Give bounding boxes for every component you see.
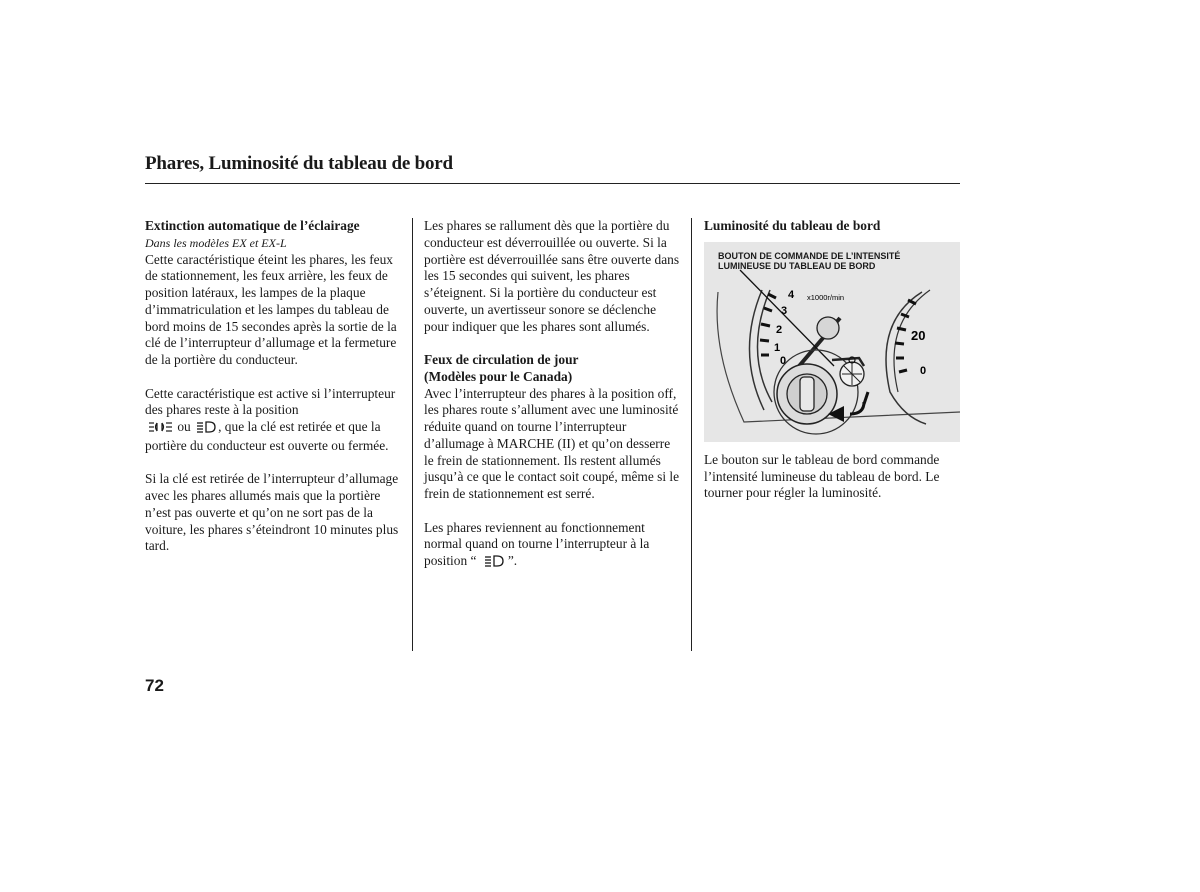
instrument-panel-illustration bbox=[704, 242, 960, 442]
section-subheading-models: Dans les modèles EX et EX-L bbox=[145, 235, 287, 250]
gauge-label-0: 0 bbox=[780, 354, 787, 367]
column-2 bbox=[424, 218, 682, 572]
paragraph-lights-relight: Les phares se rallument dès que la portière du conducteur est déverrouillée ou ouverte. Si la portière est déverrouillée sans être ouverte dans les 15 secondes qui suivent, les phares s’éteignent. Si la portière du conducteur est ouverte, un avertisseur sonore se déclenche pour indiquer que les phares sont allumés. bbox=[424, 218, 680, 334]
page-title: Phares, Luminosité du tableau de bord bbox=[145, 153, 453, 174]
headlights-icon bbox=[196, 421, 216, 438]
section-heading-auto-off: Extinction automatique de l’éclairage bbox=[145, 218, 360, 233]
column-divider-2 bbox=[691, 218, 692, 651]
title-rule bbox=[145, 183, 960, 184]
paragraph-auto-off-description: Cette caractéristique éteint les phares, les feux de stationnement, les feux arrière, les feux de position latéraux, les lampes de la plaque d’immatriculation et les lampes du tableau de bord moins de 15 secondes après la sortie de la clé de l’interrupteur d’allumage et la fermeture de la portière du conducteur. bbox=[145, 251, 397, 367]
gauge-label-3: 3 bbox=[781, 304, 788, 317]
column-1 bbox=[145, 218, 407, 555]
gauge-label-4: 4 bbox=[788, 288, 795, 301]
section-heading-drl: Feux de circulation de jour bbox=[424, 352, 579, 367]
figure-callout-label: BOUTON DE COMMANDE DE L’INTENSITÉ LUMINEUSE DU TABLEAU DE BORD bbox=[718, 250, 901, 272]
gauge-label-1: 1 bbox=[774, 341, 781, 354]
column-divider-1 bbox=[412, 218, 413, 651]
gauge-unit-label: x1000r/min bbox=[807, 292, 845, 302]
column-3 bbox=[704, 218, 960, 502]
gauge-label-2: 2 bbox=[776, 323, 783, 336]
dashboard-brightness-figure bbox=[704, 242, 960, 442]
section-heading-drl-canada: (Modèles pour le Canada) bbox=[424, 368, 573, 384]
paragraph-brightness-description: Le bouton sur le tableau de bord commande l’intensité lumineuse du tableau de bord. Le tourner pour régler la luminosité. bbox=[704, 451, 940, 501]
gauge-label-20: 20 bbox=[911, 327, 926, 343]
parking-lights-icon bbox=[148, 421, 174, 438]
gauge-label-0-right: 0 bbox=[920, 364, 927, 377]
headlights-icon bbox=[484, 555, 504, 572]
section-heading-brightness: Luminosité du tableau de bord bbox=[704, 218, 881, 233]
page-number: 72 bbox=[145, 676, 164, 695]
paragraph-lights-timer: Si la clé est retirée de l’interrupteur d’allumage avec les phares allumés mais que la portière n’est pas ouverte et qu’on ne sort pas de la voiture, les phares s’éteindront 10 minutes plus tard. bbox=[145, 471, 399, 554]
paragraph-drl-normal: Les phares reviennent au fonctionnement normal quand on tourne l’interrupteur à la position “ ”. bbox=[424, 520, 682, 572]
paragraph-drl-description: Avec l’interrupteur des phares à la position off, les phares route s’allument avec une luminosité réduite quand on tourne l’interrupteur d’allumage à MARCHE (II) et qu’on desserre le frein de stationnement. Ils restent allumés jusqu’à ce que le contact soit coupé, même si le frein de stationnement est serré. bbox=[424, 385, 680, 501]
paragraph-auto-off-conditions: Cette caractéristique est active si l’interrupteur des phares reste à la position ou , que la clé est retirée et que la portière du conducteur est ouverte ou fermée. bbox=[145, 385, 396, 453]
